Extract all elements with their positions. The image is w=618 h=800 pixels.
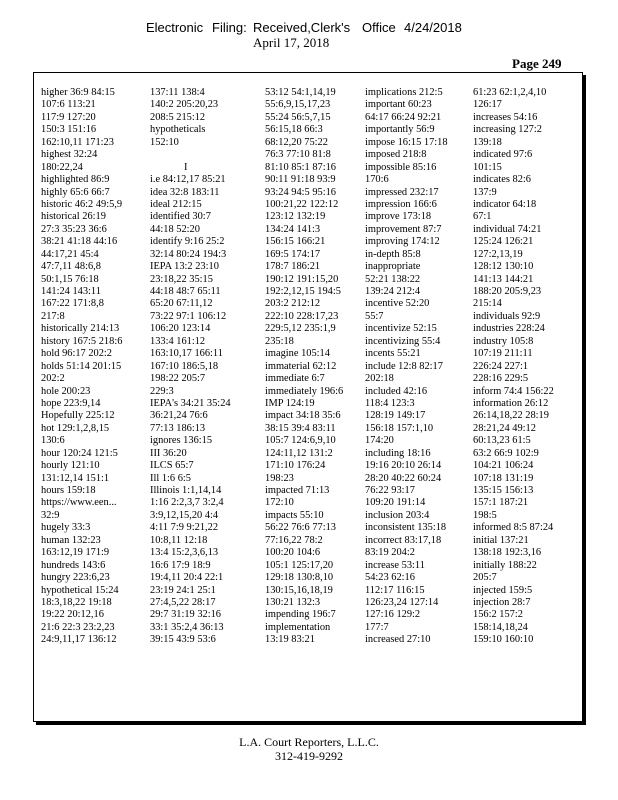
index-line: historical 26:19 — [41, 211, 106, 223]
index-line: 139:24 212:4 — [365, 286, 421, 297]
index-line: imposed 218:8 — [365, 149, 427, 161]
index-line — [150, 149, 231, 161]
index-line: hundreds 143:6 — [41, 559, 106, 571]
index-line: 158:14,18,24 — [473, 621, 528, 633]
index-line: 67:1 — [473, 211, 492, 223]
index-line: 32:9 — [41, 509, 60, 521]
index-line: history 167:5 218:6 — [41, 335, 123, 347]
index-line: 38:15 39:4 83:11 — [265, 422, 336, 434]
index-line: information 26:12 — [473, 397, 549, 409]
index-line: 198:5 — [473, 509, 497, 521]
index-line: individual 74:21 — [473, 223, 542, 235]
index-line: 131:12,14 151:1 — [41, 472, 110, 484]
index-line: 170:6 — [365, 174, 389, 186]
index-line: inappropriate — [365, 261, 421, 273]
index-line: IEPA's 34:21 35:24 — [150, 397, 231, 409]
index-line: 106:20 123:14 — [150, 323, 211, 335]
index-line: IMP 124:19 — [265, 397, 315, 409]
index-line: 55:24 56:5,7,15 — [265, 111, 331, 123]
index-line: 163:10,17 166:11 — [150, 348, 223, 360]
index-line: identified 30:7 — [150, 211, 211, 223]
index-line: 33:1 35:2,4 36:13 — [150, 621, 224, 633]
index-line: 172:10 — [265, 497, 294, 509]
index-line: 105:7 124:6,9,10 — [265, 435, 336, 447]
index-line: inconsistent 135:18 — [365, 522, 447, 534]
index-line: 125:24 126:21 — [473, 236, 534, 248]
index-line: holds 51:14 201:15 — [41, 360, 122, 372]
index-line: 126:17 — [473, 99, 502, 111]
index-line: I — [184, 161, 188, 173]
index-line: hours 159:18 — [41, 485, 96, 496]
index-line: 26:14,18,22 28:19 — [473, 410, 549, 422]
index-line: immaterial 62:12 — [265, 360, 337, 372]
index-line: 76:3 77:10 81:8 — [265, 149, 331, 161]
index-column-1 — [41, 87, 122, 647]
index-line: 13:19 83:21 — [265, 634, 315, 646]
index-line: indicator 64:18 — [473, 198, 537, 210]
index-line: i.e 84:12,17 85:21 — [150, 174, 226, 186]
index-line: inclusion 203:4 — [365, 509, 430, 521]
index-line: increased 27:10 — [365, 634, 431, 646]
index-line: 137:11 138:4 — [150, 87, 205, 98]
index-line: include 12:8 82:17 — [365, 360, 443, 372]
index-line: 139:18 — [473, 136, 502, 148]
index-line: Ill 1:6 6:5 — [150, 472, 191, 484]
index-line: hole 200:23 — [41, 385, 91, 397]
index-line: 27:3 35:23 36:6 — [41, 223, 107, 235]
page-number: Page 249 — [512, 56, 562, 71]
index-line: https://www.een... — [41, 497, 117, 509]
index-line: 156:2 157:2 — [473, 609, 523, 621]
index-line: 23:19 24:1 25:1 — [150, 584, 216, 596]
index-line: implications 212:5 — [365, 87, 443, 98]
index-line: 93:24 94:5 95:16 — [265, 186, 337, 198]
index-line: 202:2 — [41, 373, 65, 385]
index-line: 162:10,11 171:23 — [41, 136, 114, 148]
index-line: 138:18 192:3,16 — [473, 547, 542, 559]
index-line: 18:3,18,22 19:18 — [41, 596, 112, 608]
index-line: 19:16 20:10 26:14 — [365, 460, 442, 472]
index-line: imagine 105:14 — [265, 348, 330, 360]
index-line: ignores 136:15 — [150, 435, 213, 447]
index-line: 156:15 166:21 — [265, 236, 326, 248]
index-line: 65:20 67:11,12 — [150, 298, 213, 310]
index-line: 47:7,11 48:6,8 — [41, 261, 101, 273]
index-line: 118:4 123:3 — [365, 397, 415, 409]
index-line: 130:15,16,18,19 — [265, 584, 333, 596]
index-line: hour 120:24 121:5 — [41, 447, 118, 459]
index-line: 167:10 186:5,18 — [150, 360, 219, 372]
index-line: hope 223:9,14 — [41, 397, 101, 409]
index-line: 135:15 156:13 — [473, 485, 534, 496]
index-line: 198:22 205:7 — [150, 373, 206, 385]
index-line: 104:21 106:24 — [473, 460, 534, 472]
index-box — [33, 72, 583, 722]
index-line: immediately 196:6 — [265, 385, 344, 397]
index-line: 73:22 97:1 106:12 — [150, 310, 227, 322]
index-line: 1:16 2:2,3,7 3:2,4 — [150, 497, 224, 509]
index-line: 188:20 205:9,23 — [473, 286, 542, 297]
index-line: improvement 87:7 — [365, 223, 442, 235]
index-line: increases 54:16 — [473, 111, 538, 123]
index-line: 107:19 211:11 — [473, 348, 533, 360]
index-line: 141:13 144:21 — [473, 273, 534, 285]
index-line: impact 34:18 35:6 — [265, 410, 341, 422]
index-line: 198:23 — [265, 472, 294, 484]
index-line: 28:20 40:22 60:24 — [365, 472, 442, 484]
index-line: 54:23 62:16 — [365, 572, 415, 584]
index-line: 68:12,20 75:22 — [265, 136, 328, 148]
index-line: 16:6 17:9 18:9 — [150, 559, 211, 571]
index-line: 32:14 80:24 194:3 — [150, 248, 227, 260]
index-line: 4:11 7:9 9:21,22 — [150, 522, 219, 534]
index-line: 226:24 227:1 — [473, 360, 529, 372]
index-line: 141:24 143:11 — [41, 286, 101, 297]
index-line: 112:17 116:15 — [365, 584, 425, 596]
index-line: III 36:20 — [150, 447, 187, 459]
index-line: 13:4 15:2,3,6,13 — [150, 547, 219, 559]
index-line: 27:4,5,22 28:17 — [150, 596, 216, 608]
index-line: 178:7 186:21 — [265, 261, 321, 273]
index-line: importantly 56:9 — [365, 124, 435, 136]
index-line: 203:2 212:12 — [265, 298, 321, 310]
index-line: 28:21,24 49:12 — [473, 422, 536, 434]
index-line: 229:3 — [150, 385, 174, 397]
index-line: included 42:16 — [365, 385, 428, 397]
index-line: impose 16:15 17:18 — [365, 136, 448, 148]
index-line: 56:15,18 66:3 — [265, 124, 323, 136]
index-line: 222:10 228:17,23 — [265, 310, 339, 322]
index-line: hypothetical 15:24 — [41, 584, 119, 596]
index-line: industries 228:24 — [473, 323, 545, 335]
index-line: 156:18 157:1,10 — [365, 422, 434, 434]
index-line: 117:9 127:20 — [41, 111, 96, 123]
index-line: 55:7 — [365, 310, 384, 322]
index-line: implementation — [265, 621, 331, 633]
index-column-2 — [150, 87, 231, 647]
index-line: 50:1,15 76:18 — [41, 273, 99, 285]
index-line: 55:6,9,15,17,23 — [265, 99, 331, 111]
index-line: 63:2 66:9 102:9 — [473, 447, 539, 459]
header-filing: Filing: — [212, 20, 247, 35]
index-line: individuals 92:9 — [473, 310, 541, 322]
index-line: injection 28:7 — [473, 596, 531, 608]
index-line: 61:23 62:1,2,4,10 — [473, 87, 547, 98]
index-column-3 — [265, 87, 343, 647]
index-column-5 — [473, 87, 554, 647]
index-line: 90:11 91:18 93:9 — [265, 174, 336, 186]
index-line: 205:7 — [473, 572, 497, 584]
index-line: hot 129:1,2,8,15 — [41, 422, 110, 434]
index-line: initially 188:22 — [473, 559, 537, 571]
index-line: 64:17 66:24 92:21 — [365, 111, 442, 123]
index-line: including 18:16 — [365, 447, 431, 459]
index-line: inform 74:4 156:22 — [473, 385, 554, 397]
index-line: 174:20 — [365, 435, 394, 447]
index-line: 229:5,12 235:1,9 — [265, 323, 336, 335]
header-electronic: Electronic — [146, 20, 204, 35]
index-line: idea 32:8 183:11 — [150, 186, 220, 198]
index-line: 235:18 — [265, 335, 294, 347]
index-line: hypotheticals — [150, 124, 206, 136]
index-line: 159:10 160:10 — [473, 634, 534, 646]
index-line: incentivizing 55:4 — [365, 335, 441, 347]
index-line: 23:18,22 35:15 — [150, 273, 213, 285]
index-line: 19:4,11 20:4 22:1 — [150, 572, 224, 584]
index-line: improve 173:18 — [365, 211, 432, 223]
index-line: 77:16,22 78:2 — [265, 534, 323, 546]
index-line: 107:6 113:21 — [41, 99, 96, 111]
index-line: Illinois 1:1,14,14 — [150, 485, 222, 496]
index-line: hold 96:17 202:2 — [41, 348, 113, 360]
index-line: 171:10 176:24 — [265, 460, 326, 472]
header-office-date: 4/24/2018 — [404, 20, 462, 35]
index-line: initial 137:21 — [473, 534, 529, 546]
index-line: 130:6 — [41, 435, 65, 447]
index-line: 128:12 130:10 — [473, 261, 534, 273]
index-line: 3:9,12,15,20 4:4 — [150, 509, 219, 521]
index-line: 128:19 149:17 — [365, 410, 426, 422]
index-line: highest 32:24 — [41, 149, 98, 161]
index-line: 157:1 187:21 — [473, 497, 529, 509]
index-line: indicated 97:6 — [473, 149, 533, 161]
index-line: 21:6 22:3 23:2,23 — [41, 621, 115, 633]
index-line: 52:21 138:22 — [365, 273, 421, 285]
index-line: 137:9 — [473, 186, 497, 198]
index-line: incentivize 52:15 — [365, 323, 437, 335]
index-line: incentive 52:20 — [365, 298, 430, 310]
index-line: 81:10 85:1 87:16 — [265, 161, 337, 173]
index-line: 127:2,13,19 — [473, 248, 523, 260]
index-line: historically 214:13 — [41, 323, 120, 335]
index-line: hugely 33:3 — [41, 522, 91, 534]
index-line: 177:7 — [365, 621, 389, 633]
index-line: 109:20 191:14 — [365, 497, 426, 509]
index-line: 217:8 — [41, 310, 65, 322]
index-line: 101:15 — [473, 161, 502, 173]
index-line: 127:16 129:2 — [365, 609, 421, 621]
index-line: 129:18 130:8,10 — [265, 572, 334, 584]
index-line: improving 174:12 — [365, 236, 440, 248]
footer-phone: 312-419-9292 — [275, 749, 343, 763]
index-line: ideal 212:15 — [150, 198, 202, 210]
index-line: 100:20 104:6 — [265, 547, 321, 559]
index-line: human 132:23 — [41, 534, 101, 546]
index-line: 152:10 — [150, 136, 179, 148]
index-line: 107:18 131:19 — [473, 472, 534, 484]
index-line: injected 159:5 — [473, 584, 533, 596]
index-line: 192:2,12,15 194:5 — [265, 286, 341, 297]
index-line: 10:8,11 12:18 — [150, 534, 208, 546]
index-line: informed 8:5 87:24 — [473, 522, 554, 534]
index-line: Hopefully 225:12 — [41, 410, 115, 422]
index-line: 39:15 43:9 53:6 — [150, 634, 216, 646]
index-line: impacted 71:13 — [265, 485, 330, 496]
index-line: 190:12 191:15,20 — [265, 273, 339, 285]
index-line: 123:12 132:19 — [265, 211, 326, 223]
index-line: 44:18 52:20 — [150, 223, 200, 235]
index-line: 150:3 151:16 — [41, 124, 97, 136]
index-line: 215:14 — [473, 298, 502, 310]
index-line: in-depth 85:8 — [365, 248, 421, 260]
index-line: impressed 232:17 — [365, 186, 439, 198]
index-line: impossible 85:16 — [365, 161, 437, 173]
index-line: industry 105:8 — [473, 335, 534, 347]
index-line: indicates 82:6 — [473, 174, 532, 186]
index-line: 24:9,11,17 136:12 — [41, 634, 117, 646]
index-line: increasing 127:2 — [473, 124, 542, 136]
index-line: increase 53:11 — [365, 559, 425, 571]
index-line: 167:22 171:8,8 — [41, 298, 104, 310]
index-line: higher 36:9 84:15 — [41, 87, 115, 98]
footer-company: L.A. Court Reporters, L.L.C. — [239, 735, 379, 749]
header-received: Received,Clerk's — [253, 20, 351, 35]
index-line: 56:22 76:6 77:13 — [265, 522, 337, 534]
index-line: 163:12,19 171:9 — [41, 547, 110, 559]
index-line: 130:21 132:3 — [265, 596, 321, 608]
index-line: 126:23,24 127:14 — [365, 596, 439, 608]
index-line: highlighted 86:9 — [41, 174, 110, 186]
index-line: 44:17,21 45:4 — [41, 248, 99, 260]
index-line: 140:2 205:20,23 — [150, 99, 219, 111]
index-line: identify 9:16 25:2 — [150, 236, 225, 248]
index-line: 44:18 48:7 65:11 — [150, 286, 221, 297]
index-line: 53:12 54:1,14,19 — [265, 87, 336, 98]
index-line: 124:11,12 131:2 — [265, 447, 333, 459]
index-line: 169:5 174:17 — [265, 248, 321, 260]
index-line: 77:13 186:13 — [150, 422, 206, 434]
index-line: 83:19 204:2 — [365, 547, 415, 559]
index-column-4 — [365, 87, 448, 647]
index-line: important 60:23 — [365, 99, 432, 111]
index-line: impacts 55:10 — [265, 509, 324, 521]
index-line: 105:1 125:17,20 — [265, 559, 334, 571]
index-line: 60:13,23 61:5 — [473, 435, 531, 447]
index-line: 134:24 141:3 — [265, 223, 321, 235]
index-line: 36:21,24 76:6 — [150, 410, 208, 422]
index-line: IEPA 13:2 23:10 — [150, 261, 219, 273]
header-office: Office — [362, 20, 396, 35]
index-line: hourly 121:10 — [41, 460, 100, 472]
index-line: ILCS 65:7 — [150, 460, 194, 472]
index-line: 38:21 41:18 44:16 — [41, 236, 118, 248]
index-line: 19:22 20:12,16 — [41, 609, 104, 621]
index-line: 180:22,24 — [41, 161, 83, 173]
index-line: impending 196:7 — [265, 609, 336, 621]
index-line: 133:4 161:12 — [150, 335, 206, 347]
index-line: impression 166:6 — [365, 198, 437, 210]
index-line: historic 46:2 49:5,9 — [41, 198, 123, 210]
index-line: highly 65:6 66:7 — [41, 186, 110, 198]
index-line: hungry 223:6,23 — [41, 572, 110, 584]
index-line: immediate 6:7 — [265, 373, 325, 385]
index-line: 208:5 215:12 — [150, 111, 206, 123]
index-line: 228:16 229:5 — [473, 373, 529, 385]
index-line: 202:18 — [365, 373, 394, 385]
index-line: 76:22 93:17 — [365, 485, 415, 496]
index-line: incorrect 83:17,18 — [365, 534, 442, 546]
hearing-date: April 17, 2018 — [253, 35, 330, 50]
index-line: 100:21,22 122:12 — [265, 198, 339, 210]
index-line: 29:7 31:19 32:16 — [150, 609, 222, 621]
index-line: incents 55:21 — [365, 348, 421, 360]
